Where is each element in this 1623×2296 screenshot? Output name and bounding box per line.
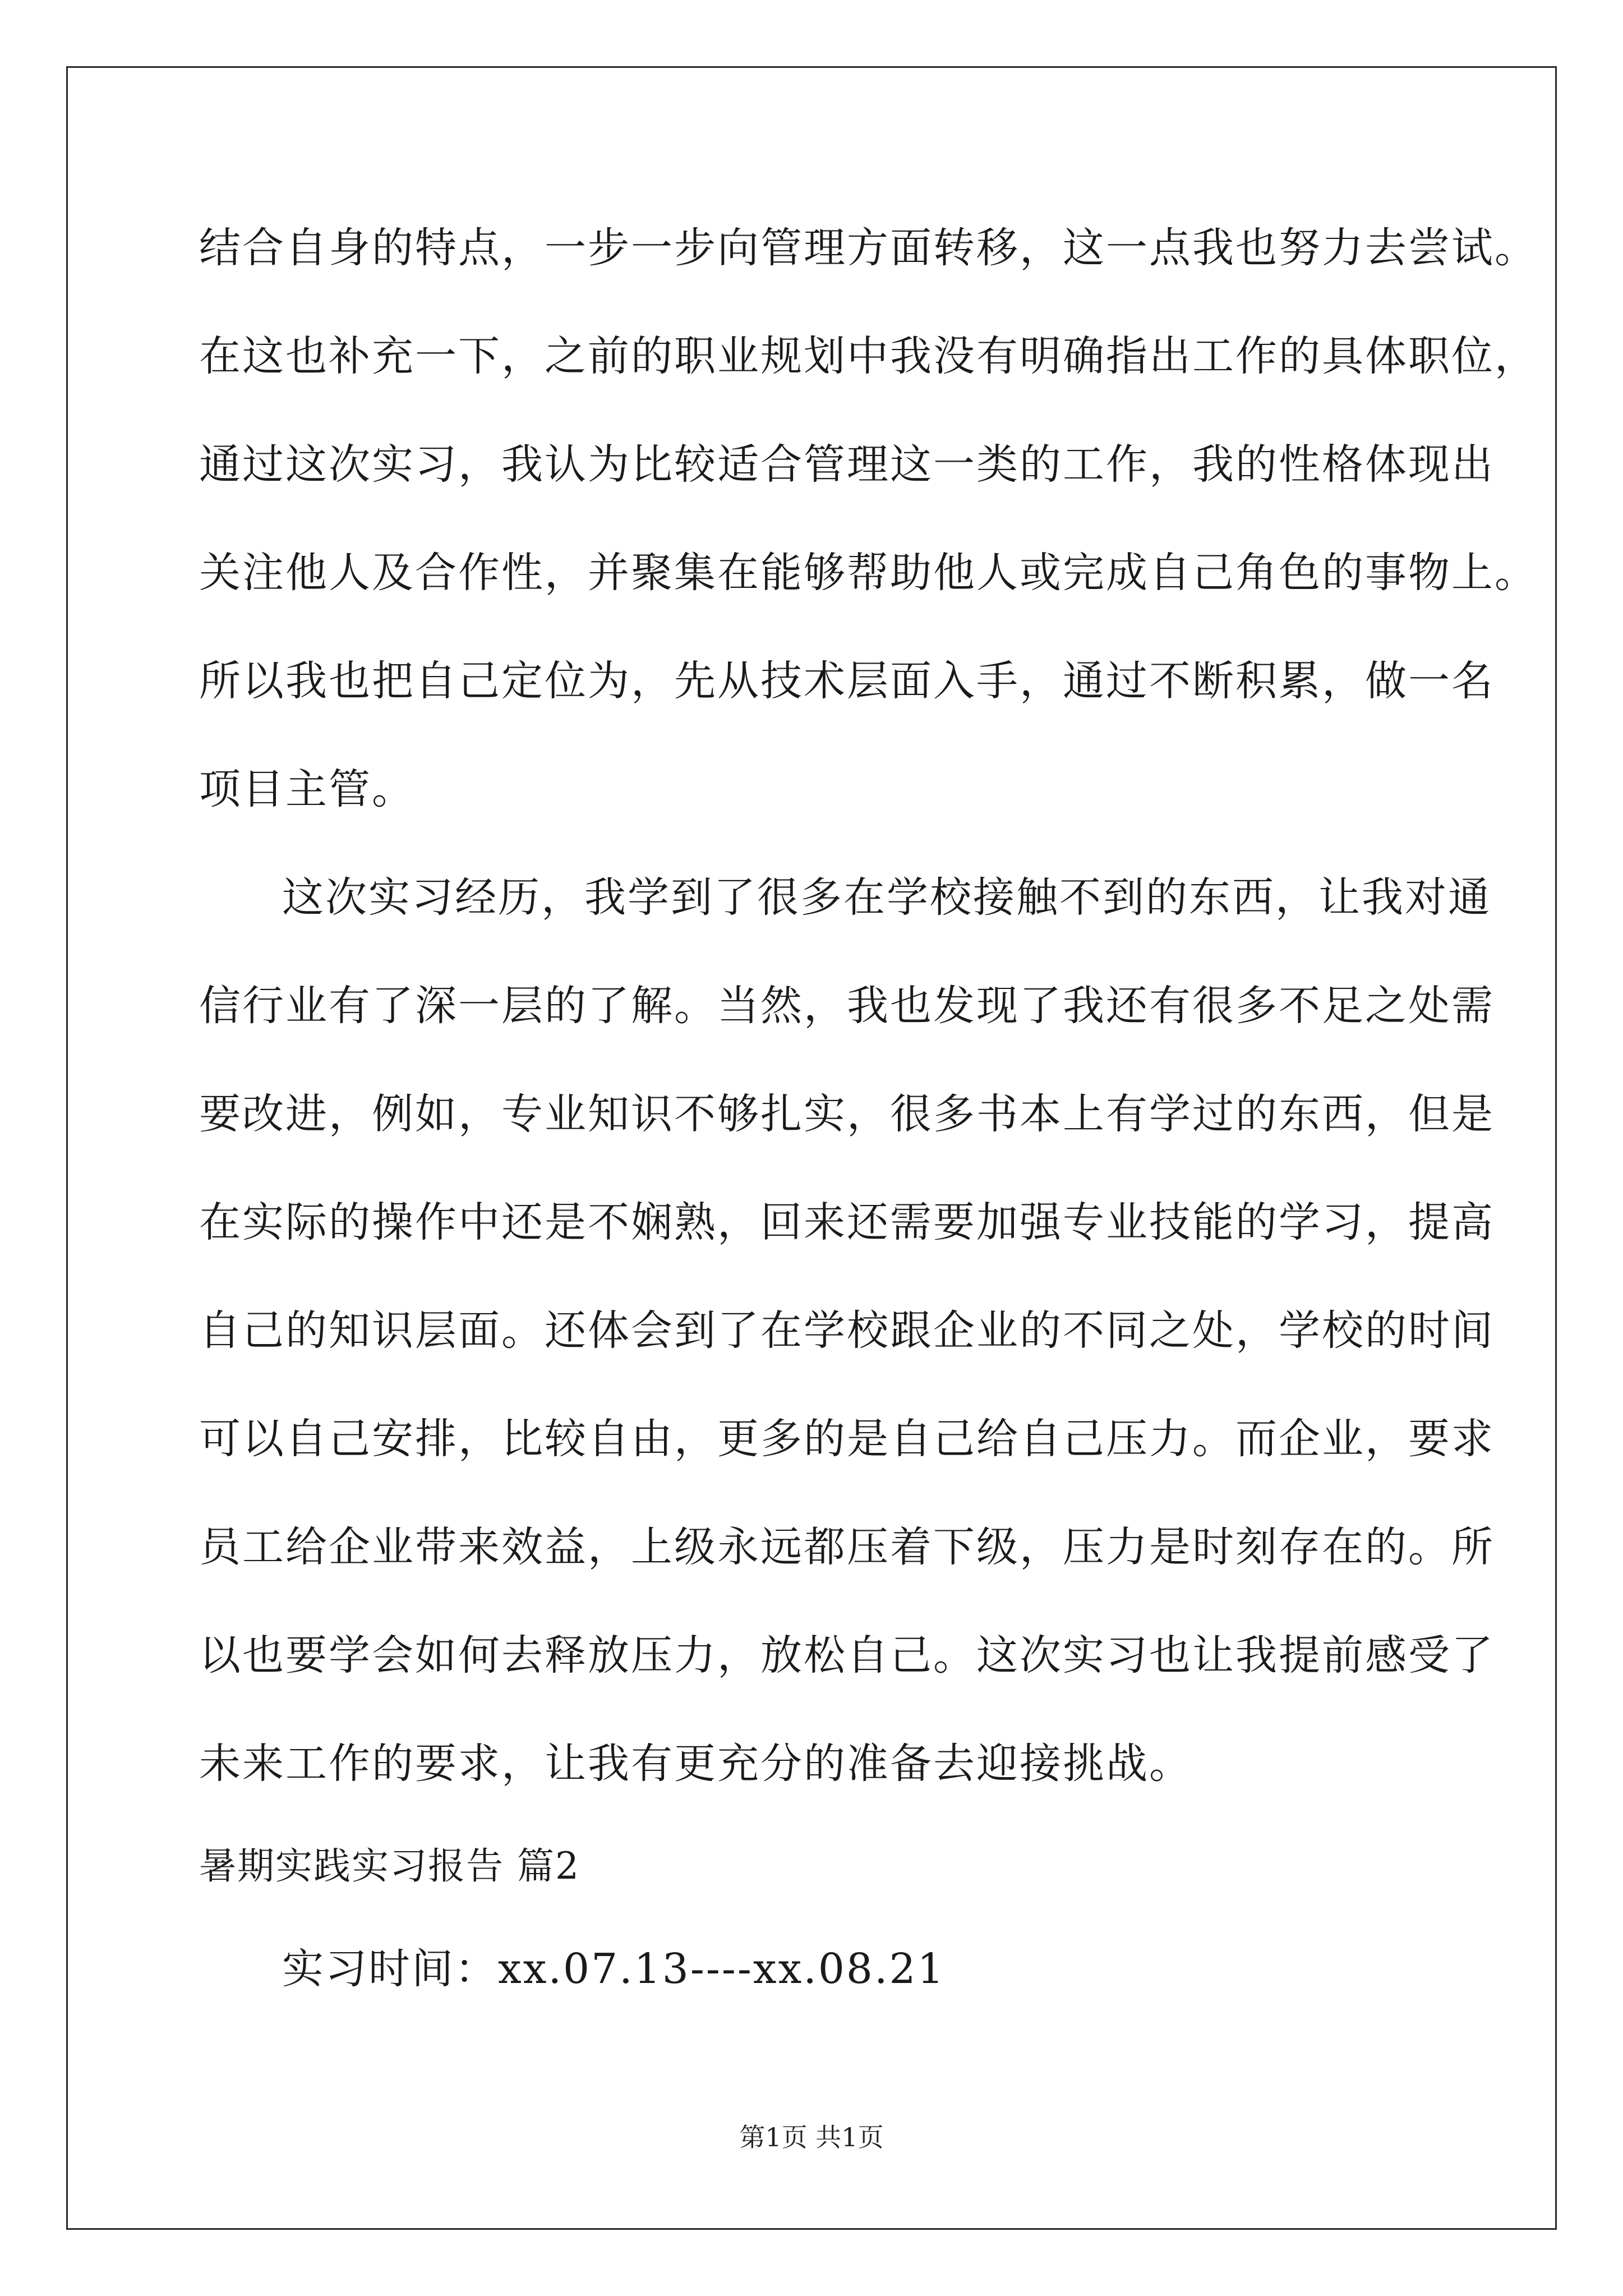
paragraph-line: 项目主管。 [199, 765, 415, 813]
paragraph-line: 在实际的操作中还是不娴熟，回来还需要加强专业技能的学习，提高 [199, 1198, 1495, 1246]
paragraph-line: 以也要学会如何去释放压力，放松自己。这次实习也让我提前感受了 [199, 1631, 1495, 1680]
paragraph-line: 员工给企业带来效益，上级永远都压着下级，压力是时刻存在的。所 [199, 1523, 1495, 1571]
paragraph-line: 可以自己安排，比较自由，更多的是自己给自己压力。而企业，要求 [199, 1415, 1495, 1463]
paragraph-line: 结合自身的特点，一步一步向管理方面转移，这一点我也努力去尝试。 [199, 224, 1538, 272]
paragraph-line: 通过这次实习，我认为比较适合管理这一类的工作，我的性格体现出 [199, 440, 1495, 489]
paragraph-line: 未来工作的要求，让我有更充分的准备去迎接挑战。 [199, 1740, 1192, 1788]
paragraph-line: 在这也补充一下，之前的职业规划中我没有明确指出工作的具体职位， [199, 332, 1538, 380]
paragraph-line: 所以我也把自己定位为，先从技术层面入手，通过不断积累，做一名 [199, 657, 1495, 705]
internship-time: 实习时间：xx.07.13----xx.08.21 [282, 1945, 946, 1993]
paragraph-line: 信行业有了深一层的了解。当然，我也发现了我还有很多不足之处需 [199, 982, 1495, 1030]
paragraph-line: 要改进，例如，专业知识不够扎实，很多书本上有学过的东西，但是 [199, 1090, 1495, 1138]
page-border [66, 66, 1557, 2230]
paragraph-line: 关注他人及合作性，并聚集在能够帮助他人或完成自己角色的事物上。 [199, 549, 1538, 597]
paragraph-line: 自己的知识层面。还体会到了在学校跟企业的不同之处，学校的时间 [199, 1306, 1495, 1355]
section-heading: 暑期实践实习报告 篇2 [199, 1844, 580, 1888]
page-footer: 第1页 共1页 [739, 2122, 884, 2152]
paragraph-line: 这次实习经历，我学到了很多在学校接触不到的东西，让我对通 [282, 873, 1491, 922]
